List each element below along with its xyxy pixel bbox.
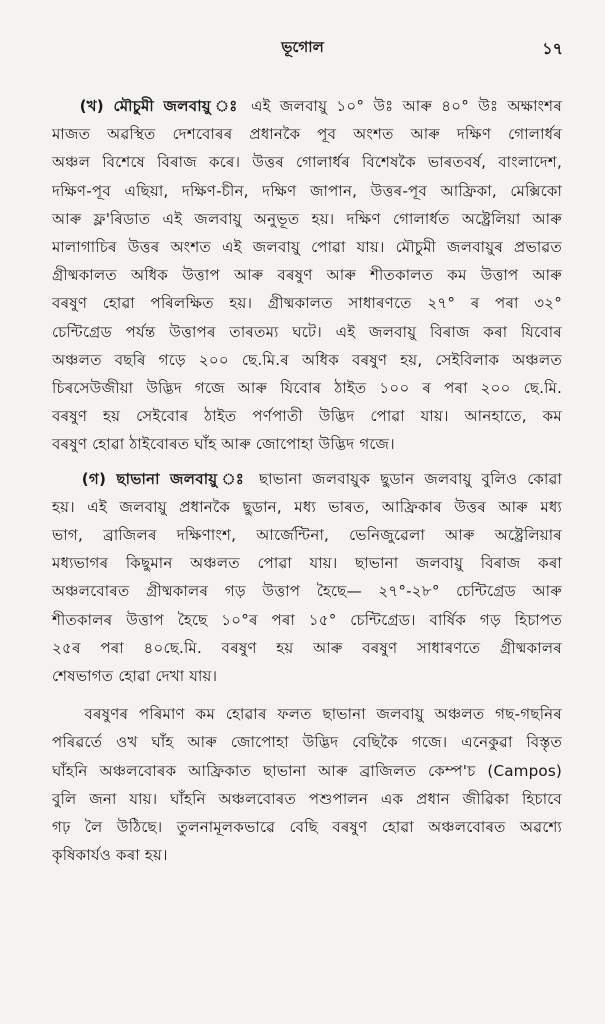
text-line: শীতকালৰ উত্তাপ হৈছে ১০°ৰ পৰা ১৫° চেন্টিগ্ৰেড। বাৰ্ষিক গড় হিচাপত: [52, 610, 562, 629]
text-line: বৰষুণ হোৱা ঠাইবোৰত ঘাঁহ আৰু জোপোহা উদ্ভিদ গজে।: [52, 435, 395, 454]
body-text: [52, 92, 562, 869]
text-line: গ্ৰীষ্মকালত অধিক উত্তাপ আৰু বৰষুণ আৰু শীতকালত কম উত্তাপ আৰু: [52, 266, 562, 285]
text-line: মধ্যভাগৰ কিছুমান অঞ্চলত পোৱা যায়। ছাভানা জলবায়ু বিৰাজ কৰা: [52, 554, 562, 573]
text-line: দক্ষিণ-পূব এছিয়া, দক্ষিণ-চীন, দক্ষিণ জাপান, উত্তৰ-পূব আফ্ৰিকা, মেক্সিকো: [52, 181, 562, 200]
text-line: শেষভাগত হোৱা দেখা যায়।: [52, 667, 218, 686]
text-line: গঢ় লৈ উঠিছে। তুলনামূলকভাৱে বেছি বৰষুণ হোৱা অঞ্চলবোৰত অৱশ্যে: [52, 818, 562, 837]
text-line: অঞ্চলত বছৰি গড়ে ২০০ ছে.মি.ৰ অধিক বৰষুণ হয়, সেইবিলাক অঞ্চলত: [52, 350, 562, 369]
text-line: পৰিৱৰ্তে ওখ ঘাঁহ আৰু জোপোহা উদ্ভিদ বেছিকৈ গজে। এনেকুৱা বিস্তৃত: [52, 733, 562, 752]
text-line: আৰু ফ্ল'ৰিডাত এই জলবায়ু অনুভূত হয়। দক্ষিণ গোলাৰ্ধত অষ্ট্ৰেলিয়া আৰু: [52, 209, 562, 228]
running-title: ভূগোল: [281, 38, 324, 56]
text-line: মালাগাচিৰ উত্তৰ অংশত এই জলবায়ু পোৱা যায়। মৌচুমী জলবায়ুৰ প্ৰভাৱত: [52, 238, 562, 257]
page-header: [0, 36, 605, 60]
page-number: ১৭: [542, 39, 563, 58]
text-line: বৰষুণ হোৱা পৰিলক্ষিত হয়। গ্ৰীষ্মকালত সাধাৰণতে ২৭° ৰ পৰা ৩২°: [52, 294, 562, 313]
section-heading: (গ) ছাভানা জলবায়ু ঃ: [81, 469, 249, 488]
text-line: বৰষুণ হয় সেইবোৰ ঠাইত পৰ্ণপাতী উদ্ভিদ পোৱা যায়। আনহাতে, কম: [52, 407, 562, 426]
section-heading: (খ) মৌচুমী জলবায়ু ঃ: [79, 97, 242, 115]
text-line: চিৰসেউজীয়া উদ্ভিদ গজে আৰু যিবোৰ ঠাইত ১০০ ৰ পৰা ২০০ ছে.মি.: [52, 379, 562, 398]
text-line: ঘাঁহনি অঞ্চলবোৰক আফ্ৰিকাত ছাভানা আৰু ব্ৰাজিলত কেম্প'চ (Campos): [52, 761, 562, 780]
text-line: বৰষুণৰ পৰিমাণ কম হোৱাৰ ফলত ছাভানা জলবায়ু অঞ্চলত গছ-গছনিৰ: [84, 705, 562, 724]
text-line: বুলি জনা যায়। ঘাঁহনি অঞ্চলবোৰত পশুপালন এক প্ৰধান জীৱিকা হিচাবে: [52, 789, 562, 808]
text-line: (গ) ছাভানা জলবায়ু ঃ ছাভানা জলবায়ুক ছুডান জলবায়ু বুলিও কোৱা: [81, 469, 562, 488]
text-line: ভাগ, ব্ৰাজিলৰ দক্ষিণাংশ, আৰ্জেন্টিনা, ভেনিজুৱেলা আৰু অষ্ট্ৰেলিয়াৰ: [52, 526, 562, 545]
text-line: ২৫ৰ পৰা ৪০ছে.মি. বৰষুণ হয় আৰু বৰষুণ সাধাৰণতে গ্ৰীষ্মকালৰ: [52, 638, 562, 657]
text-line: (খ) মৌচুমী জলবায়ু ঃ এই জলবায়ু ১০° উঃ আৰু ৪০° উঃ অক্ষাংশৰ: [79, 97, 563, 115]
text-line: অঞ্চলবোৰত গ্ৰীষ্মকালৰ গড় উত্তাপ হৈছে— ২৭°-২৮° চেন্টিগ্ৰেড আৰু: [52, 582, 562, 601]
text-line: হয়। এই জলবায়ু প্ৰধানকৈ ছুডান, মধ্য ভাৰত, আফ্ৰিকাৰ উত্তৰ আৰু মধ্য: [52, 497, 562, 516]
section-savanna-climate: [52, 465, 562, 691]
text-line: চেন্টিগ্ৰেড পৰ্যন্ত উত্তাপৰ তাৰতম্য ঘটে। এই জলবায়ু বিৰাজ কৰা যিবোৰ: [52, 322, 562, 341]
text-line: মাজত অৱস্থিত দেশবোৰৰ প্ৰধানকৈ পূব অংশত আৰু দক্ষিণ গোলাৰ্ধৰ: [52, 125, 562, 144]
section-monsoon-climate: [52, 92, 562, 459]
text-line: অঞ্চল বিশেষে বিৰাজ কৰে। উত্তৰ গোলাৰ্ধৰ বিশেষকৈ ভাৰতবৰ্ষ, বাংলাদেশ,: [52, 153, 562, 172]
text-line: কৃষিকাৰ্যও কৰা হয়।: [52, 846, 168, 865]
paragraph-grasslands: [52, 700, 562, 869]
